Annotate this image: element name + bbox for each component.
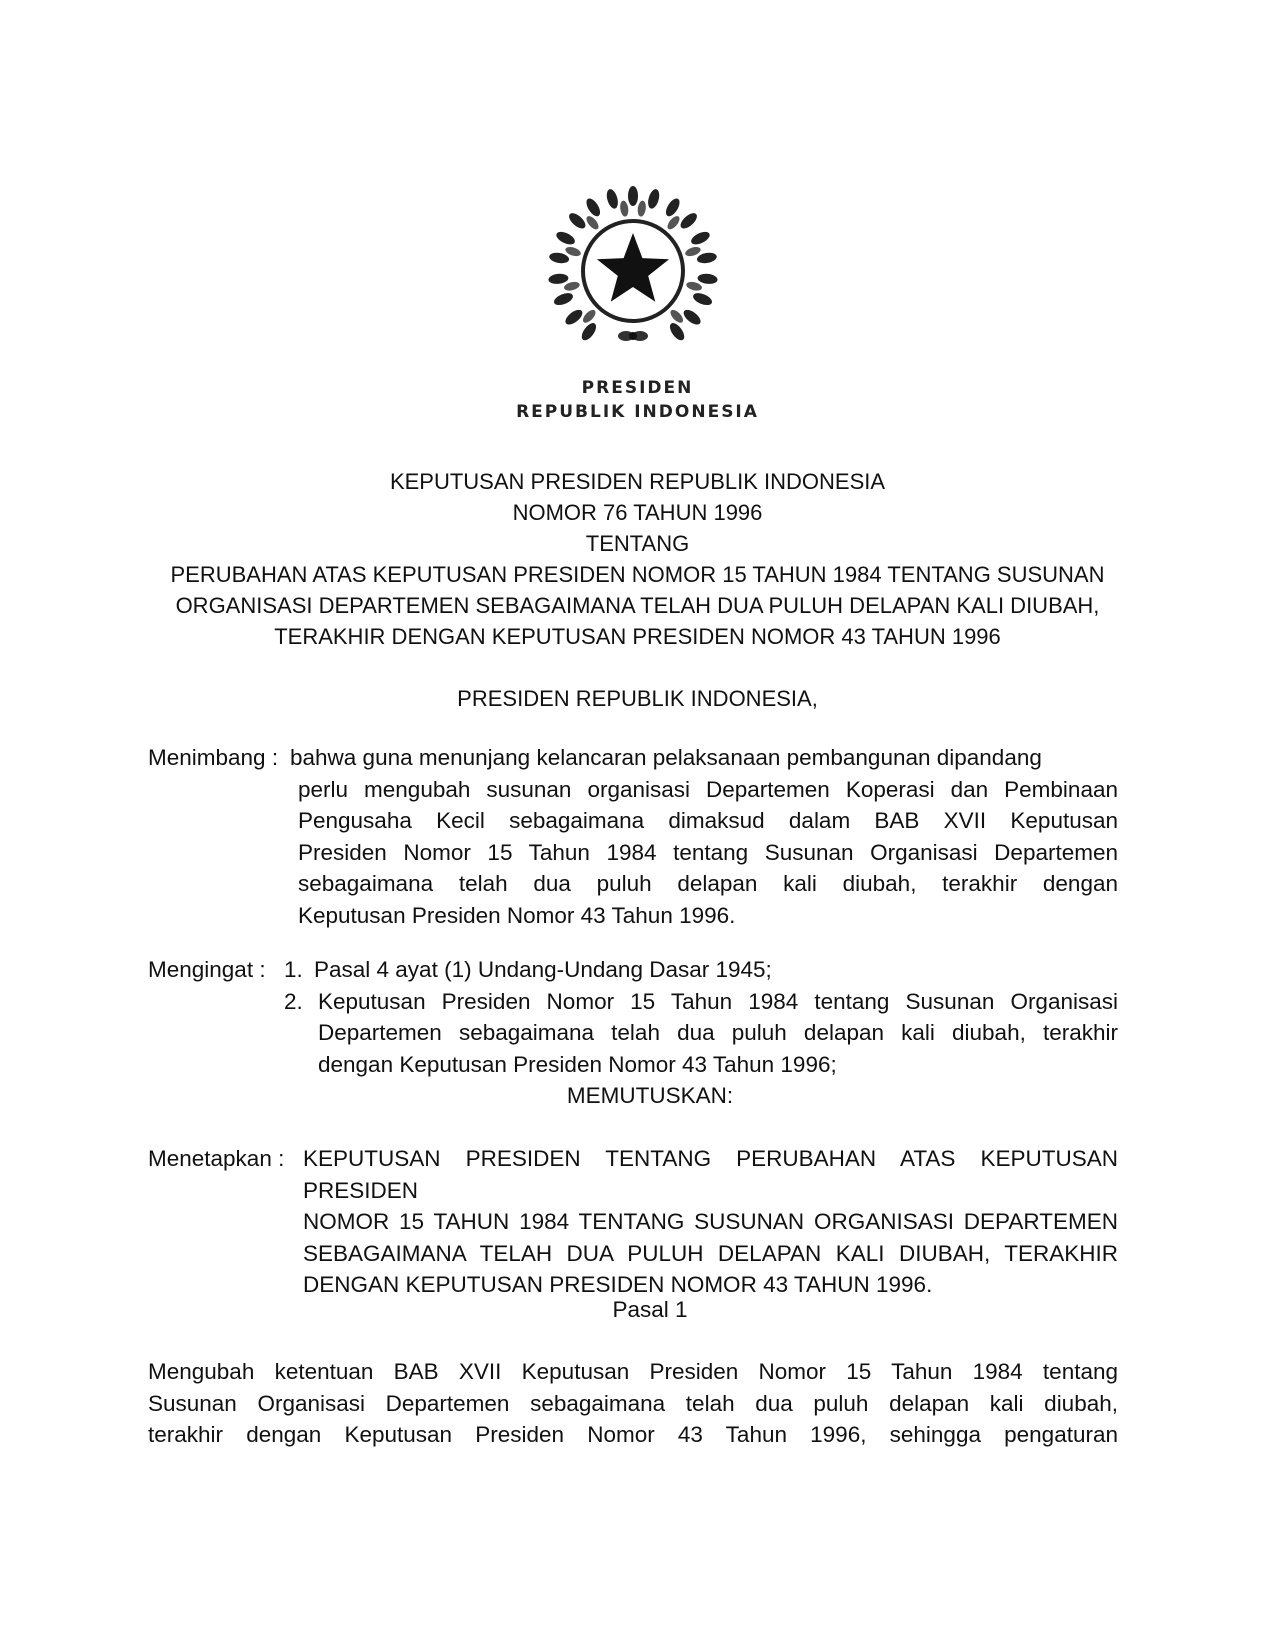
menimbang-line-2: perlu mengubah susunan organisasi Departemen Koperasi dan Pembinaan	[298, 776, 1118, 802]
menimbang-line-5: sebagaimana telah dua puluh delapan kali diubah, terakhir dengan	[298, 871, 1118, 896]
menimbang-line-1: bahwa guna menunjang kelancaran pelaksanaan pembangunan dipandang	[290, 745, 1042, 770]
title-line-1: KEPUTUSAN PRESIDEN REPUBLIK INDONESIA	[389, 469, 886, 494]
menimbang-text	[286, 742, 1118, 931]
menimbang-label: Menimbang :	[148, 745, 279, 770]
mengingat-item-2-number: 2.	[284, 988, 303, 1014]
document-title	[140, 466, 1135, 652]
menetapkan-label: Menetapkan :	[148, 1146, 285, 1171]
pasal-1-line-3: terakhir dengan Keputusan Presiden Nomor 43 Tahun 1996, sehingga pengaturan	[148, 1422, 1118, 1447]
menimbang-line-4: Presiden Nomor 15 Tahun 1984 tentang Susunan Organisasi Departemen	[298, 839, 1118, 865]
menetapkan-line-3: SEBAGAIMANA TELAH DUA PULUH DELAPAN KALI DIUBAH, TERAKHIR	[303, 1240, 1118, 1266]
mengingat-item-2-line-2: Departemen sebagaimana telah dua puluh delapan kali diubah, terakhir	[318, 1020, 1118, 1045]
menetapkan-line-1: KEPUTUSAN PRESIDEN TENTANG PERUBAHAN ATAS KEPUTUSAN PRESIDEN	[303, 1146, 1118, 1203]
title-line-6: TERAKHIR DENGAN KEPUTUSAN PRESIDEN NOMOR 43 TAHUN 1996	[274, 624, 1001, 649]
emblem-caption	[470, 376, 805, 424]
mengingat-item-2-line-1: Keputusan Presiden Nomor 15 Tahun 1984 tentang Susunan Organisasi	[318, 988, 1118, 1014]
mengingat-item-2-line-3: dengan Keputusan Presiden Nomor 43 Tahun 1996;	[318, 1051, 837, 1077]
title-line-3: TENTANG	[585, 531, 690, 556]
presidential-seal-icon	[548, 186, 718, 356]
mengingat-item-1-text: Pasal 4 ayat (1) Undang-Undang Dasar 1945;	[314, 957, 772, 982]
mengingat-label: Mengingat :	[148, 957, 266, 982]
mengingat-item-2-text	[318, 986, 1118, 1081]
memutuskan-heading: MEMUTUSKAN:	[566, 1083, 734, 1108]
menetapkan-line-4: DENGAN KEPUTUSAN PRESIDEN NOMOR 43 TAHUN 1996.	[303, 1272, 933, 1297]
title-line-5: ORGANISASI DEPARTEMEN SEBAGAIMANA TELAH DUA PULUH DELAPAN KALI DIUBAH,	[175, 593, 1100, 618]
president-heading: PRESIDEN REPUBLIK INDONESIA,	[457, 686, 818, 711]
menimbang-line-3: Pengusaha Kecil sebagaimana dimaksud dalam BAB XVII Keputusan	[298, 808, 1118, 833]
title-line-2: NOMOR 76 TAHUN 1996	[512, 500, 763, 525]
emblem-caption-line1: PRESIDEN	[581, 378, 694, 398]
menetapkan-text	[303, 1143, 1118, 1301]
pasal-1-heading: Pasal 1	[612, 1297, 688, 1322]
pasal-1-line-1: Mengubah ketentuan BAB XVII Keputusan Presiden Nomor 15 Tahun 1984 tentang	[148, 1359, 1118, 1384]
menimbang-line-6: Keputusan Presiden Nomor 43 Tahun 1996.	[298, 902, 736, 928]
pasal-1-line-2: Susunan Organisasi Departemen sebagaimana telah dua puluh delapan kali diubah,	[148, 1390, 1118, 1416]
pasal-1-body	[148, 1356, 1118, 1451]
menetapkan-line-2: NOMOR 15 TAHUN 1984 TENTANG SUSUNAN ORGANISASI DEPARTEMEN	[303, 1209, 1118, 1234]
emblem-caption-line2: REPUBLIK INDONESIA	[516, 402, 759, 422]
title-line-4: PERUBAHAN ATAS KEPUTUSAN PRESIDEN NOMOR 15 TAHUN 1984 TENTANG SUSUNAN	[170, 562, 1105, 587]
mengingat-item-1-number: 1.	[284, 957, 303, 982]
